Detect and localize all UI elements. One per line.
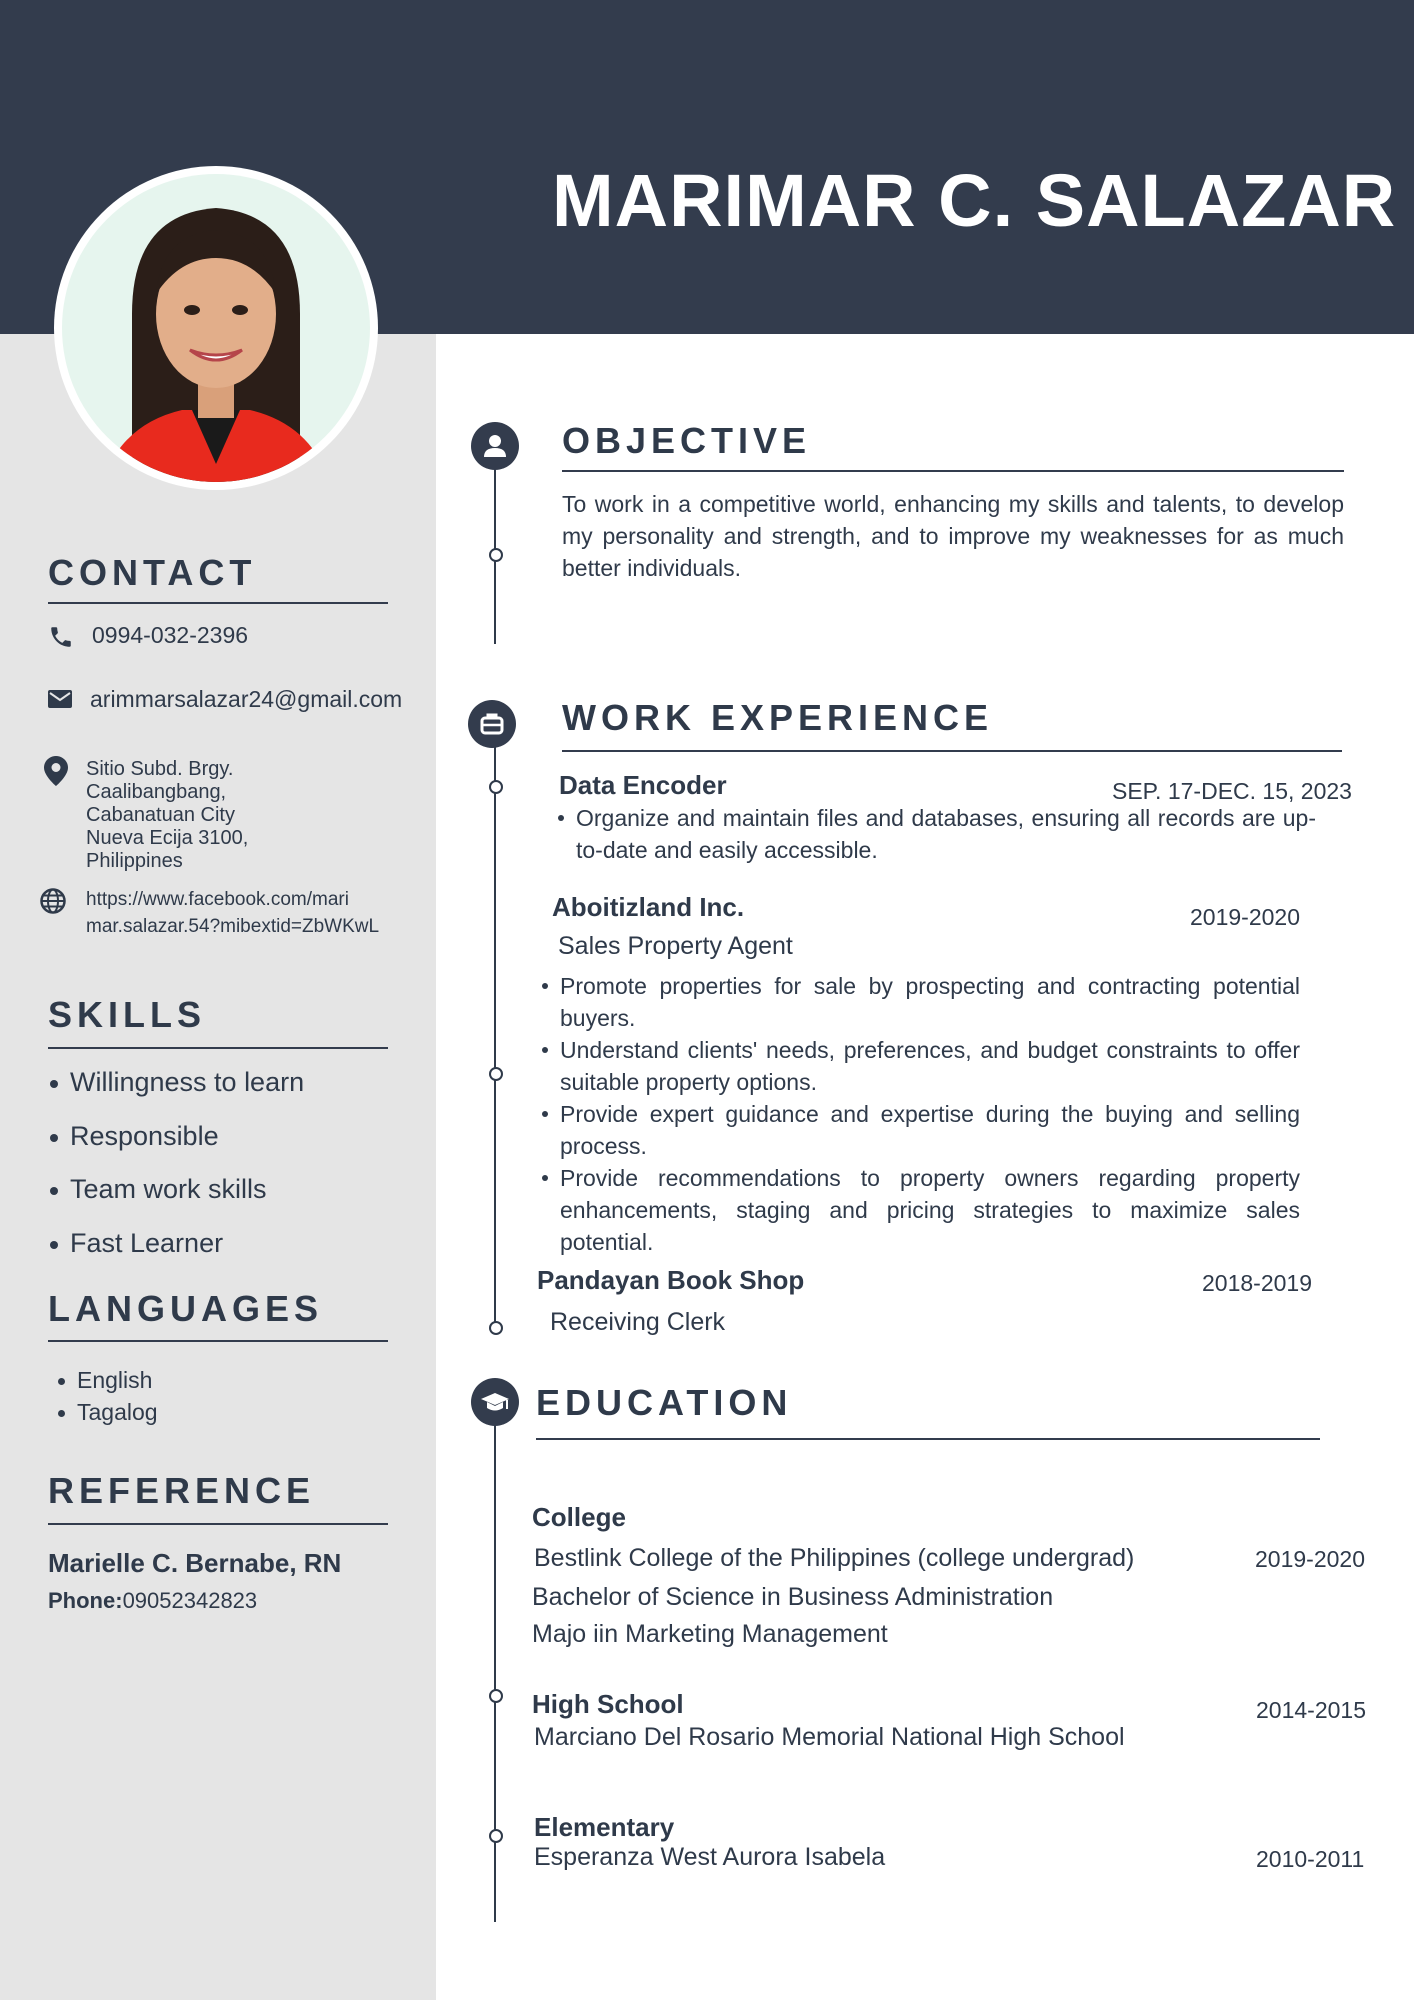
job-bullets: [556, 802, 1316, 866]
education-heading: EDUCATION: [536, 1382, 793, 1423]
contact-phone: 0994-032-2396: [92, 622, 249, 648]
bullet-dot: [50, 1241, 58, 1249]
timeline-line: [494, 444, 496, 644]
contact-divider: [48, 602, 388, 604]
bullet-dot: [50, 1187, 58, 1195]
bullet-dot: [58, 1410, 65, 1417]
education-line: Bachelor of Science in Business Administration: [532, 1583, 1054, 1611]
education-date: 2019-2020: [1255, 1546, 1365, 1572]
address-line: Nueva Ecija 3100,: [86, 827, 249, 849]
phone-icon: [48, 624, 74, 655]
objective-text: To work in a competitive world, enhancing my skills and talents, to develop my personality and strength, and to improve my weaknesses for as much better individuals.: [562, 491, 1344, 581]
contact-heading: CONTACT: [48, 552, 257, 593]
education-line: Bestlink College of the Philippines (college undergrad): [534, 1544, 1135, 1572]
bullet-dot: [50, 1080, 58, 1088]
bullet-dot: [58, 1378, 65, 1385]
skills-heading: SKILLS: [48, 994, 207, 1035]
globe-icon: [40, 888, 66, 919]
work-divider: [562, 750, 1342, 752]
reference-phone-label: Phone:: [48, 1588, 123, 1613]
language-label: English: [77, 1367, 153, 1393]
briefcase-icon: [468, 700, 516, 748]
skill-label: Responsible: [70, 1121, 219, 1151]
facebook-line: https://www.facebook.com/mari: [86, 889, 349, 910]
reference-phone-value: 09052342823: [122, 1588, 258, 1613]
languages-divider: [48, 1340, 388, 1342]
timeline-node: [489, 780, 503, 794]
email-icon: [48, 690, 72, 713]
education-line: Majo iin Marketing Management: [532, 1620, 888, 1648]
address-line: Cabanatuan City: [86, 804, 235, 826]
work-heading: WORK EXPERIENCE: [562, 697, 994, 738]
reference-name: Marielle C. Bernabe, RN: [48, 1548, 342, 1578]
education-line: Esperanza West Aurora Isabela: [534, 1843, 886, 1871]
job-date: 2018-2019: [1202, 1270, 1312, 1296]
job-role: Sales Property Agent: [558, 932, 793, 960]
contact-address: [86, 758, 248, 873]
graduation-cap-icon: [471, 1378, 519, 1426]
reference-divider: [48, 1523, 388, 1525]
reference-phone: [48, 1588, 257, 1614]
education-level: College: [532, 1502, 626, 1532]
education-level: High School: [532, 1689, 684, 1719]
job-bullet: Organize and maintain files and databases, ensuring all records are up-to-date and easily accessible.: [576, 802, 1316, 866]
address-line: Sitio Subd. Brgy.: [86, 758, 234, 780]
language-item: [58, 1367, 152, 1394]
bullet-dot: [50, 1134, 58, 1142]
profile-photo: [54, 166, 378, 490]
job-bullet: Promote properties for sale by prospecting and contracting potential buyers.: [560, 970, 1300, 1034]
timeline-node: [489, 1829, 503, 1843]
timeline-node: [489, 1067, 503, 1081]
job-title: Aboitizland Inc.: [552, 892, 745, 922]
language-item: [58, 1399, 158, 1426]
timeline-node: [489, 1689, 503, 1703]
skills-divider: [48, 1047, 388, 1049]
job-title: Pandayan Book Shop: [537, 1265, 805, 1295]
job-bullet: Provide expert guidance and expertise during the buying and selling process.: [560, 1098, 1300, 1162]
job-bullets: [540, 970, 1300, 1258]
reference-heading: REFERENCE: [48, 1470, 316, 1511]
contact-facebook[interactable]: [86, 886, 379, 940]
language-label: Tagalog: [77, 1399, 158, 1425]
objective-heading: OBJECTIVE: [562, 420, 812, 461]
location-pin-icon: [44, 756, 68, 791]
job-bullet: Understand clients' needs, preferences, and budget constraints to offer suitable property options.: [560, 1034, 1300, 1098]
timeline-line: [494, 744, 496, 1324]
job-date: 2019-2020: [1190, 904, 1300, 930]
education-date: 2014-2015: [1256, 1697, 1366, 1723]
education-line: Marciano Del Rosario Memorial National High School: [534, 1723, 1125, 1751]
timeline-node: [489, 548, 503, 562]
education-level: Elementary: [534, 1812, 675, 1842]
user-icon: [471, 422, 519, 470]
skill-item: [50, 1121, 219, 1152]
skill-item: [50, 1067, 304, 1098]
skill-label: Team work skills: [70, 1174, 267, 1204]
timeline-node: [489, 1321, 503, 1335]
skill-item: [50, 1174, 267, 1205]
job-role: Receiving Clerk: [550, 1308, 726, 1336]
education-divider: [536, 1438, 1320, 1440]
candidate-name: MARIMAR C. SALAZAR: [552, 159, 1397, 242]
job-title: Data Encoder: [559, 770, 727, 800]
skill-label: Fast Learner: [70, 1228, 224, 1258]
profile-photo-image: [62, 174, 370, 482]
job-date: SEP. 17-DEC. 15, 2023: [1112, 778, 1352, 804]
languages-heading: LANGUAGES: [48, 1288, 324, 1329]
education-date: 2010-2011: [1256, 1846, 1365, 1872]
contact-email[interactable]: arimmarsalazar24@gmail.com: [90, 686, 403, 712]
timeline-line: [494, 1402, 496, 1922]
address-line: Philippines: [86, 850, 183, 872]
skill-label: Willingness to learn: [70, 1067, 305, 1097]
facebook-line: mar.salazar.54?mibextid=ZbWKwL: [86, 916, 380, 937]
skill-item: [50, 1228, 223, 1259]
job-bullet: Provide recommendations to property owners regarding property enhancements, staging and pricing strategies to maximize sales potential.: [560, 1162, 1300, 1258]
objective-divider: [562, 470, 1344, 472]
address-line: Caalibangbang,: [86, 781, 227, 803]
